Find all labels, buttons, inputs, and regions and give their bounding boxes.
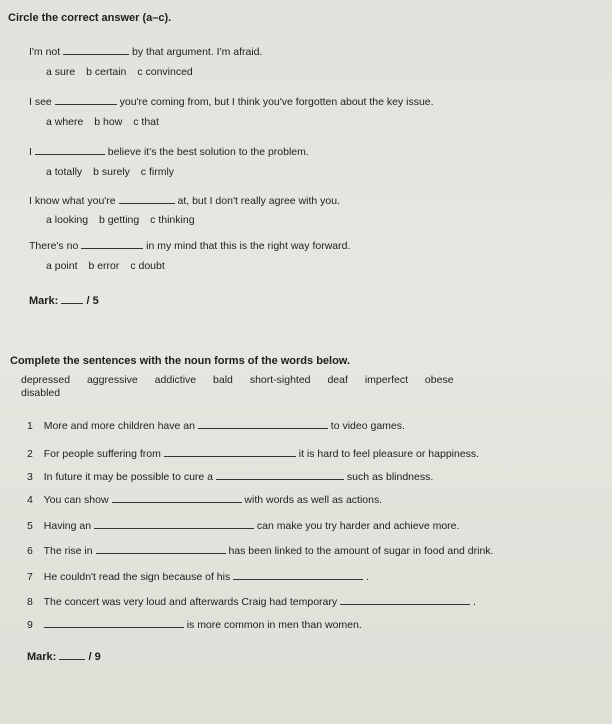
s7-number: 7	[27, 571, 33, 583]
s8-line	[27, 594, 476, 609]
s1-before: More and more children have an	[43, 420, 195, 432]
q1-blank[interactable]	[63, 44, 129, 55]
q1-options	[46, 66, 201, 79]
q5-blank[interactable]	[81, 238, 143, 249]
section2-instruction: Complete the sentences with the noun forms of the words below.	[10, 355, 351, 367]
s6-number: 6	[27, 545, 33, 557]
q4-before: I know what you're	[29, 195, 116, 207]
q5-line	[29, 238, 350, 253]
q1-line	[29, 44, 262, 59]
q2-before: I see	[29, 96, 52, 108]
q1-option-a[interactable]: a sure	[46, 66, 76, 78]
word-bank-item: depressed	[21, 374, 71, 386]
q3-option-b[interactable]: b surely	[93, 166, 130, 178]
s6-line	[27, 543, 493, 558]
q4-options	[46, 214, 203, 227]
s7-after: .	[366, 571, 369, 583]
q4-option-c[interactable]: c thinking	[150, 214, 195, 226]
s1-blank[interactable]	[198, 418, 328, 429]
q3-line	[29, 144, 309, 159]
s3-blank[interactable]	[216, 469, 344, 480]
q5-options	[46, 260, 173, 273]
word-bank-item: obese	[424, 374, 454, 386]
word-bank-item: addictive	[154, 374, 197, 386]
section1-mark-blank[interactable]	[61, 293, 83, 304]
s2-line	[27, 446, 479, 461]
s5-number: 5	[27, 520, 33, 532]
s2-blank[interactable]	[164, 446, 296, 457]
q3-option-a[interactable]: a totally	[46, 166, 83, 178]
s5-blank[interactable]	[94, 518, 254, 529]
section2-mark-blank[interactable]	[59, 649, 85, 660]
q4-line	[29, 193, 340, 208]
s8-blank[interactable]	[340, 594, 470, 605]
s6-before: The rise in	[43, 545, 93, 557]
word-bank-item: imperfect	[364, 374, 408, 386]
s8-after: .	[472, 596, 476, 608]
section2-mark-label: Mark:	[27, 651, 57, 663]
q1-option-c[interactable]: c convinced	[137, 66, 193, 78]
word-bank-item: aggressive	[86, 374, 138, 386]
s1-after: to video games.	[330, 420, 405, 432]
s5-after: can make you try harder and achieve more.	[256, 520, 460, 532]
q2-after: you're coming from, but I think you've forgotten about the key issue.	[119, 96, 434, 108]
s2-after: it is hard to feel pleasure or happiness.	[298, 448, 480, 460]
s1-line	[27, 418, 405, 433]
section1-mark-label: Mark:	[29, 295, 59, 307]
section1-instruction: Circle the correct answer (a–c).	[8, 12, 172, 24]
q2-line	[29, 94, 434, 109]
word-bank-item: deaf	[327, 374, 348, 386]
q4-blank[interactable]	[119, 193, 175, 204]
section1-mark	[29, 293, 99, 308]
s4-after: with words as well as actions.	[244, 494, 383, 506]
word-bank	[21, 374, 468, 387]
s8-number: 8	[27, 596, 33, 608]
q1-before: I'm not	[29, 46, 61, 58]
word-bank-item: disabled	[21, 387, 61, 399]
s9-number: 9	[27, 619, 33, 631]
q5-option-c[interactable]: c doubt	[130, 260, 165, 272]
q2-options	[46, 116, 167, 129]
s5-before: Having an	[43, 520, 92, 532]
section2-mark-total: / 9	[88, 651, 101, 663]
q5-option-b[interactable]: b error	[88, 260, 120, 272]
s9-line	[27, 617, 362, 632]
q1-after: by that argument. I'm afraid.	[132, 46, 263, 58]
s2-before: For people suffering from	[43, 448, 161, 460]
q2-option-b[interactable]: b how	[94, 116, 123, 128]
q5-after: in my mind that this is the right way forward.	[146, 240, 351, 252]
q3-blank[interactable]	[35, 144, 105, 155]
s4-number: 4	[27, 494, 33, 506]
q3-option-c[interactable]: c firmly	[140, 166, 175, 178]
q4-after: at, but I don't really agree with you.	[177, 195, 340, 207]
s3-before: In future it may be possible to cure a	[43, 471, 214, 483]
section1-mark-total: / 5	[86, 295, 99, 307]
s3-line	[27, 469, 433, 484]
s6-blank[interactable]	[96, 543, 226, 554]
s3-after: such as blindness.	[346, 471, 434, 483]
s9-blank[interactable]	[44, 617, 184, 628]
s8-before: The concert was very loud and afterwards Craig had temporary	[43, 596, 338, 608]
section2-mark	[27, 649, 101, 664]
q2-option-a[interactable]: a where	[46, 116, 84, 128]
word-bank-item: short-sighted	[249, 374, 311, 386]
q3-options	[46, 166, 182, 179]
q4-option-a[interactable]: a looking	[46, 214, 89, 226]
s6-after: has been linked to the amount of sugar in food and drink.	[228, 545, 494, 557]
q1-option-b[interactable]: b certain	[86, 66, 127, 78]
q5-option-a[interactable]: a point	[46, 260, 78, 272]
s2-number: 2	[27, 448, 33, 460]
s3-number: 3	[27, 471, 33, 483]
s4-blank[interactable]	[112, 492, 242, 503]
s4-line	[27, 492, 382, 507]
s4-before: You can show	[43, 494, 109, 506]
q2-option-c[interactable]: c that	[133, 116, 159, 128]
q5-before: There's no	[29, 240, 79, 252]
word-bank-item: bald	[213, 374, 233, 386]
s5-line	[27, 518, 459, 533]
s7-line	[27, 569, 369, 584]
q3-before: I	[29, 146, 32, 158]
s7-before: He couldn't read the sign because of his	[43, 571, 231, 583]
q2-blank[interactable]	[55, 94, 117, 105]
s1-number: 1	[27, 420, 33, 432]
q3-after: believe it's the best solution to the problem.	[107, 146, 309, 158]
q4-option-b[interactable]: b getting	[98, 214, 140, 226]
s7-blank[interactable]	[233, 569, 363, 580]
s9-after: is more common in men than women.	[186, 619, 362, 631]
